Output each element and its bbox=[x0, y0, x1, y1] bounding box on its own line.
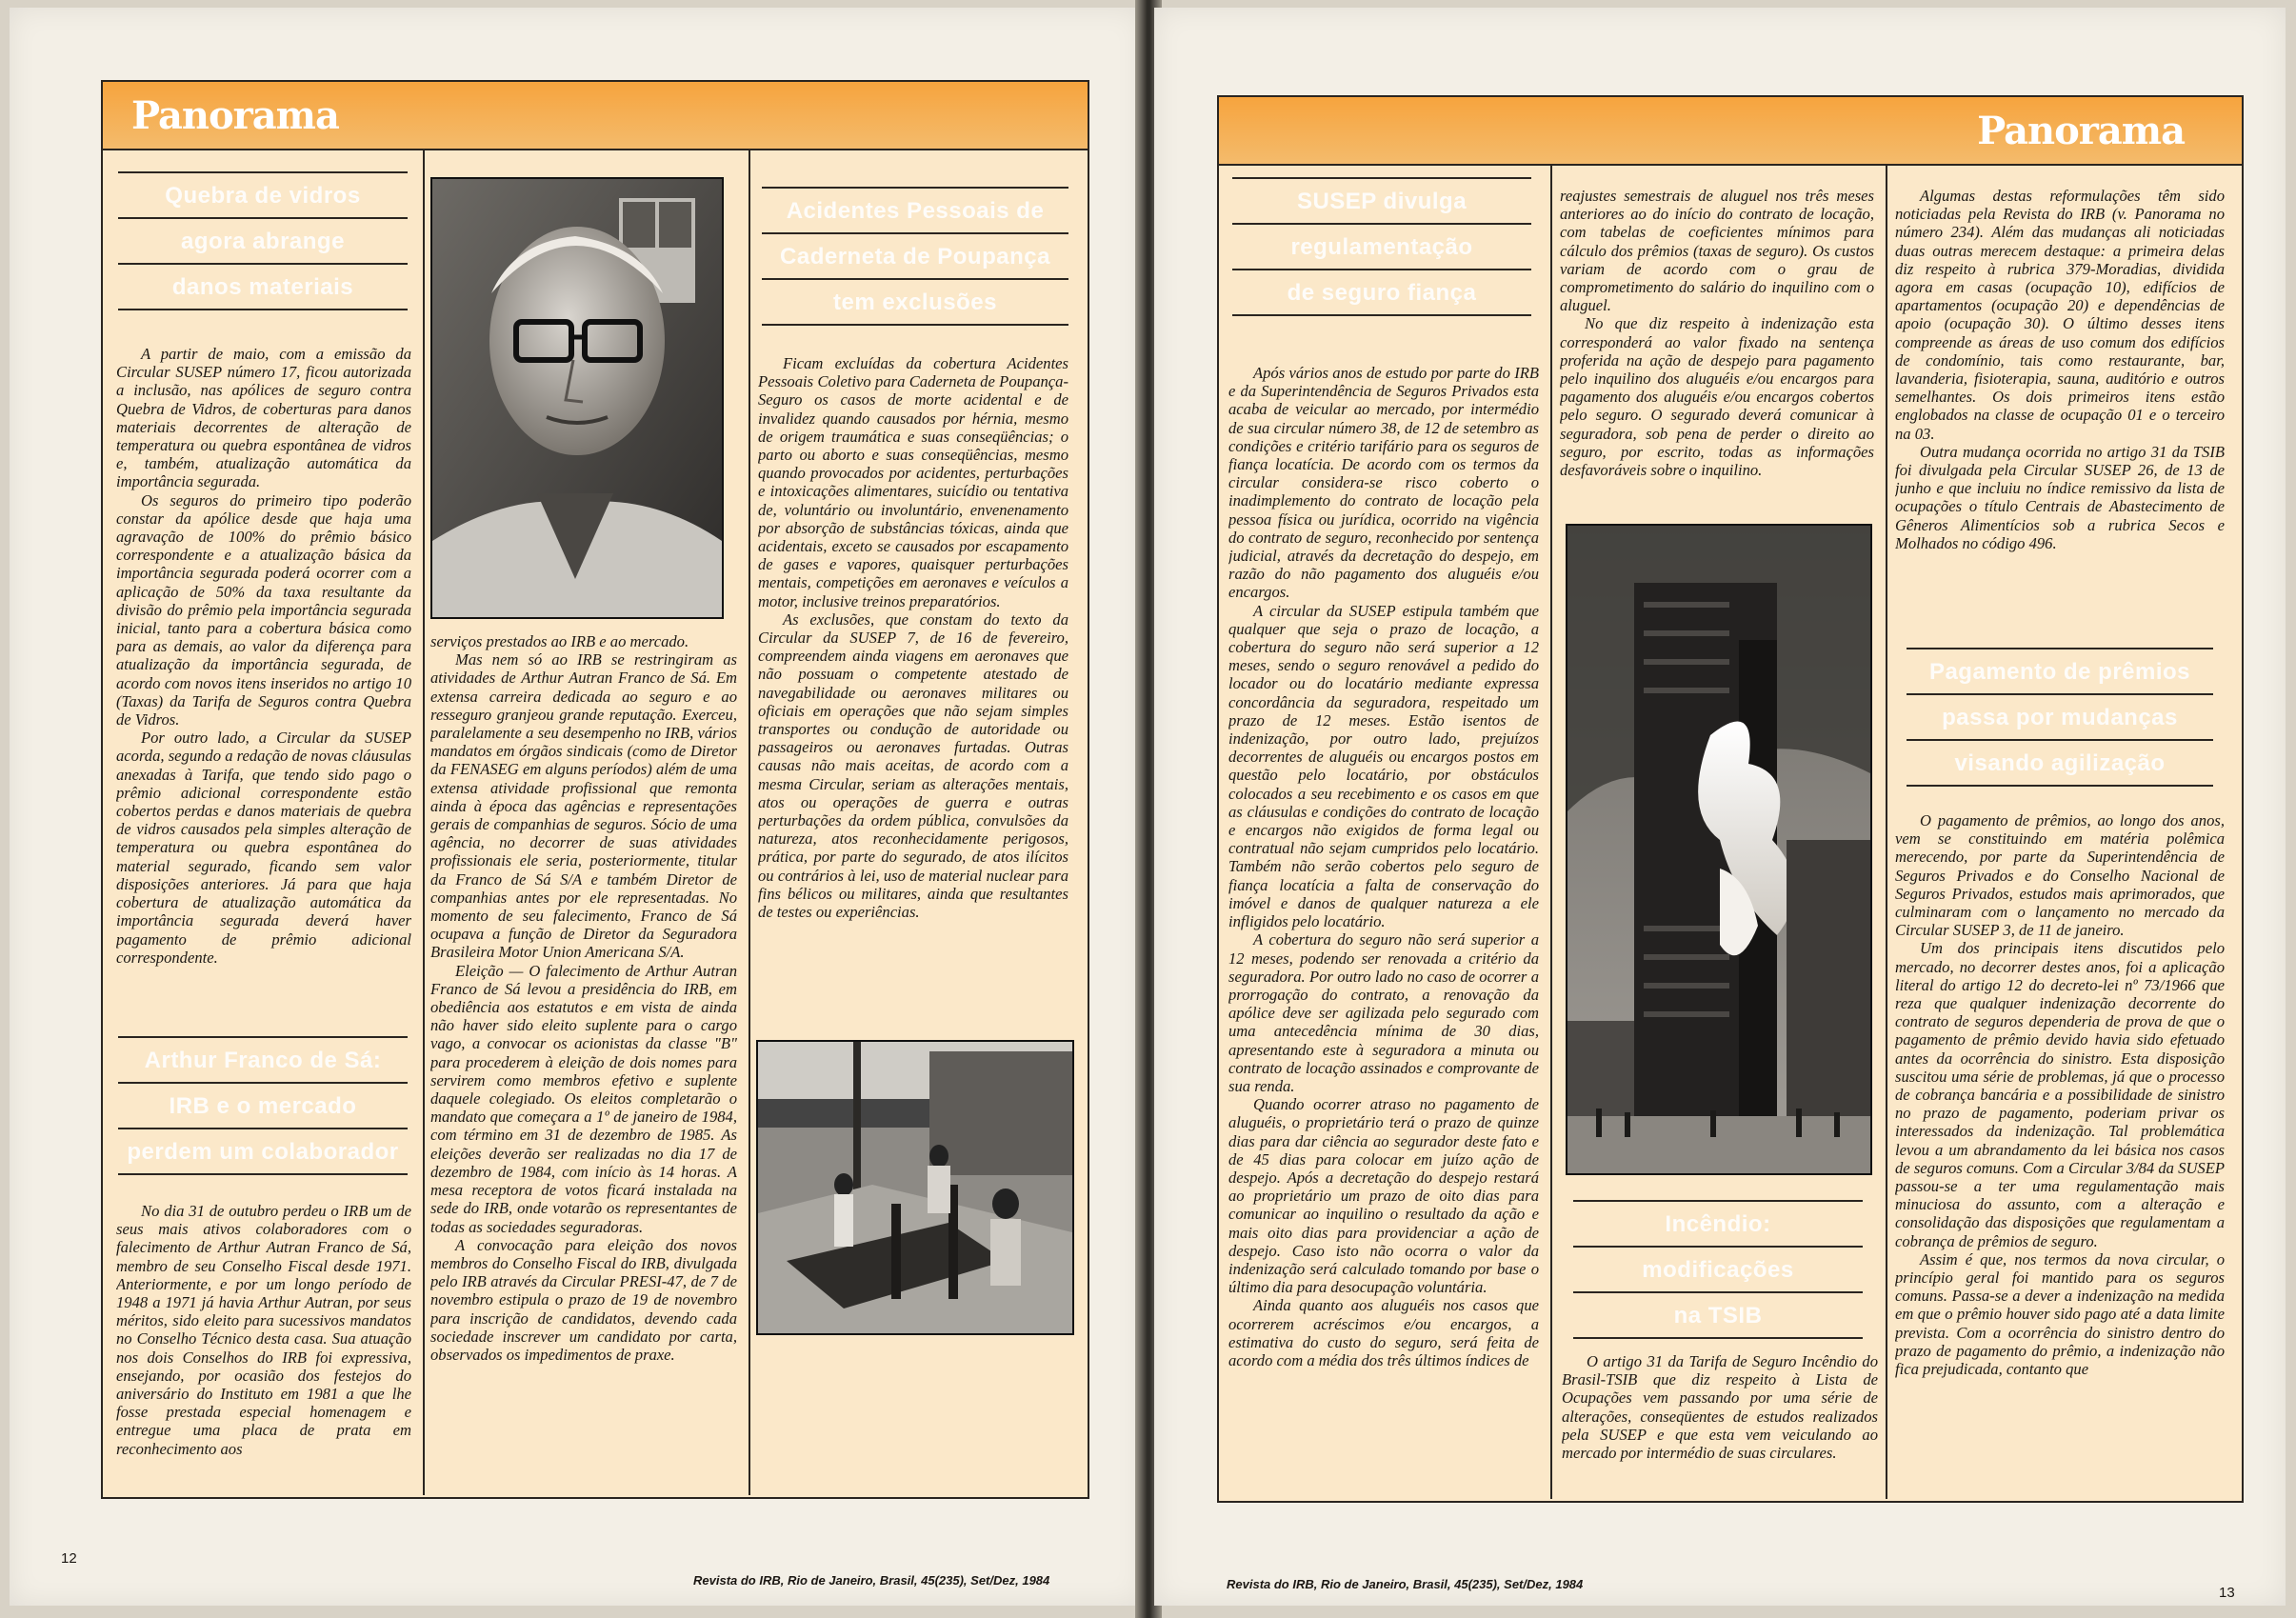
headline-line: Arthur Franco de Sá: bbox=[144, 1048, 382, 1073]
headline-line: visando agilização bbox=[1954, 750, 2166, 776]
paragraph: serviços prestados ao IRB e ao mercado. bbox=[430, 632, 689, 650]
paragraph: Ficam excluídas da cobertura Acidentes Pessoais Coletivo para Caderneta de Poupança-Seguro os casos de morte acidental e de invalidez quando causados por hérnia, mesmo de origem traumática e suas conseqüências; o parto ou aborto e suas conseqüências, mesmo quando provocados por acidentes, perturbações e intoxicações alimentares, suicídio ou tentativa de, voluntário ou involuntário, envenenamento por absorção de substâncias tóxicas, ainda que acidentais, exceto se causados por escapamento de gases e vapores, quaisquer perturbações mentais, competições em aeronaves e veículos a motor, inclusive treinos preparatórios. bbox=[758, 354, 1068, 610]
paragraph: A partir de maio, com a emissão da Circular SUSEP número 17, ficou autorizada a inclusão, nas apólices de seguro contra Quebra de Vidros, de coberturas para danos materiais decorrentes de alteração de temperatura ou quebra espontânea de vidros e, também, atualização automática da importância segurada. bbox=[116, 345, 411, 491]
headline-line: Quebra de vidros bbox=[165, 183, 361, 209]
paragraph: Um dos principais itens discutidos pelo mercado, no decorrer destes anos, foi a aplicação literal do artigo 12 do decreto-lei nº 73/1966 que reza que qualquer indenização decorrente do contrato de seguros dependeria de prova de que o pagamento de prêmio devido havia sido efetuado antes da ocorrência do sinistro. Esta disposição suscitou uma série de problemas, já que o processo de cobrança bancária e a possibilidade de sinistro no prazo de pagamento, poderiam privar os interessados da indenização. Tal problemática levou a um abrandamento da lei básica nos casos de seguros comuns. Com a Circular 3/84 da SUSEP passou-se a ter uma regulamentação mais minuciosa do assunto, com a alteração e consolidação das disposições que regulamentam a cobrança de prêmios de seguro. bbox=[1895, 939, 2225, 1250]
headline-incendio-tsib bbox=[1573, 1200, 1863, 1339]
paragraph: No dia 31 de outubro perdeu o IRB um de seus mais ativos colaboradores com o falecimento de Arthur Autran Franco de Sá, membro de seu Conselho Fiscal desde 1971. Anteriormente, e por um longo período de 1948 a 1971 já havia Arthur Autran, por seus méritos, sido eleito para sucessivos mandatos no Conselho Técnico desta casa. Sua atuação nos dois Conselhos do IRB foi expressiva, ensejando, por ocasião dos festejos do aniversário do Instituto em 1981 a que lhe fosse prestada especial homenagem e entregue uma placa de prata em reconhecimento aos bbox=[116, 1202, 411, 1458]
headline-line: tem exclusões bbox=[833, 290, 997, 315]
headline-quebra-vidros bbox=[118, 171, 408, 310]
paragraph: No que diz respeito à indenização esta corresponderá ao valor fixado na sentença proferida na ação de despejo para pagamento pelo inquilino dos aluguéis e/ou encargos para pagamento dos aluguéis e/ou encargos cobertos pelo seguro. O segurado deverá comunicar à seguradora, sob pena de perder o direito ao seguro, por escrito, todas as informações desfavoráveis sobre o inquilino. bbox=[1560, 314, 1874, 480]
headline-line: agora abrange bbox=[181, 229, 345, 254]
fire-image bbox=[1567, 526, 1870, 1173]
headline-line: IRB e o mercado bbox=[169, 1093, 357, 1119]
headline-line: SUSEP divulga bbox=[1296, 189, 1467, 214]
building-fire-photo bbox=[1566, 524, 1872, 1175]
article-susep-fianca-body bbox=[1228, 364, 1539, 1493]
paragraph: Os seguros do primeiro tipo poderão constar da apólice desde que haja uma agravação de 100% do prêmio básico correspondente e a atualização básica da importância segurada poderá ocorrer com a aplicação de 50% da taxa resultante da divisão do prêmio pela importância segurada inicial, tanto para a cobertura básica como para as demais, ao valor da diferença para atualização da importância segurada, de acordo com novos itens inseridos no artigo 10 (Taxas) da Tarifa de Seguros contra Quebra de Vidros. bbox=[116, 490, 411, 729]
left-page-number: 12 bbox=[61, 1550, 77, 1567]
street-construction-photo bbox=[756, 1040, 1074, 1335]
left-column-divider-1 bbox=[423, 150, 425, 1495]
paragraph: Algumas destas reformulações têm sido noticiadas pela Revista do IRB (v. Panorama no número 234). Além das mudanças ali noticiadas duas outras merecem destaque: a primeira delas diz respeito à rubrica 379-Moradias, dividida agora em casas (ocupação 10), edifícios de apartamentos (ocupação 20) e dependências de apoio (ocupação 30). O último desses itens compreende as áreas de uso comum dos edifícios de condomínio, tais como restaurante, bar, lavanderia, fisioterapia, sauna, auditório e outros semelhantes. Os dois primeiros itens estão englobados na classe de ocupação 01 e o terceiro na 03. bbox=[1895, 187, 2225, 443]
right-column-divider-1 bbox=[1550, 166, 1552, 1499]
headline-line: Pagamento de prêmios bbox=[1928, 659, 2191, 685]
headline-susep-fianca bbox=[1232, 177, 1531, 316]
headline-line: modificações bbox=[1642, 1257, 1794, 1283]
paragraph: Quando ocorrer atraso no pagamento de aluguéis, o proprietário terá o prazo de quinze dias para dar ciência ao segurador deste fato e de 45 dias para colocar em juízo ação de despejo. Após a decretação do despejo restará ao proprietário um prazo de oito dias para comunicar ao inquilino o resultado da ação e mais oito dias para providenciar a ação de despejo. Caso isto não ocorra o valor da indenização será calculado tomando por base o último dia para desocupação voluntária. bbox=[1228, 1095, 1539, 1297]
article-pagamento-premios-body bbox=[1895, 811, 2225, 1493]
headline-line: perdem um colaborador bbox=[127, 1139, 399, 1165]
paragraph: As exclusões, que constam do texto da Circular da SUSEP 7, de 16 de fevereiro, compreendem ainda viagens em aeronaves que não possuam o competente atestado de navegabilidade ou aeronaves militares ou oficiais em operações que não sejam simples transportes ou condução de autoridade ou passageiros ou aeronaves furtadas. Outras causas não mais aceitas, de acordo com a mesma Circular, seriam as alterações mentais, atos ou operações de guerra e outras perturbações da ordem pública, convulsões da natureza, atos reconhecidamente perigosos, prática, por parte do segurado, de atos ilícitos ou contrários à lei, uso de material nuclear para fins bélicos ou militares, ainda que resultantes de testes ou experiências. bbox=[758, 609, 1068, 922]
left-column-divider-2 bbox=[749, 150, 750, 1495]
portrait-photo-arthur-franco bbox=[430, 177, 724, 619]
paragraph: Eleição — O falecimento de Arthur Autran Franco de Sá levou a presidência do IRB, em obediência aos estatutos e em vista de ainda não haver sido eleito suplente para o cargo vago, a convocar os acionistas da classe "B" para procederem à eleição de dois nomes para servirem como membros efetivo e suplente daquele colegiado. Os eleitos completarão o mandato que começara a 1º de janeiro de 1984, com término em 31 de dezembro de 1985. As eleições deverão ser realizadas no dia 17 de dezembro de 1984, com início às 14 horas. A mesa receptora de votos ficará instalada na sede do IRB, onde votarão os representantes de todas as sociedades seguradoras. bbox=[430, 961, 737, 1236]
portrait-image bbox=[432, 179, 722, 617]
headline-line: Acidentes Pessoais de bbox=[786, 198, 1045, 224]
headline-line: Caderneta de Poupança bbox=[780, 244, 1050, 270]
article-susep-fianca-continued bbox=[1560, 187, 1874, 507]
paragraph: Outra mudança ocorrida no artigo 31 da TSIB foi divulgada pela Circular SUSEP 26, de 13 de junho e que incluiu no índice remissivo da lista de ocupações o título Centrais de Abastecimento de Gêneros Alimentícios sob a rubrica Secos e Molhados no código 496. bbox=[1895, 442, 2225, 552]
right-footer-credit: Revista do IRB, Rio de Janeiro, Brasil, 45(235), Set/Dez, 1984 bbox=[1227, 1577, 1584, 1591]
headline-line: passa por mudanças bbox=[1942, 705, 2178, 730]
article-tsib-continued bbox=[1895, 187, 2225, 638]
headline-line: na TSIB bbox=[1673, 1303, 1763, 1328]
left-section-banner bbox=[103, 82, 1088, 150]
left-footer-credit: Revista do IRB, Rio de Janeiro, Brasil, 45(235), Set/Dez, 1984 bbox=[693, 1573, 1050, 1588]
paragraph: A cobertura do seguro não será superior a 12 meses, podendo ser renovada a critério da seguradora. Por outro lado no caso de ocorrer a prorrogação do contrato, a renovação da apólice deve ser agilizada pelo segurado com uma antecedência mínima de 30 dias, apresentando este à seguradora a minuta ou contrato de locação assinados e comprovante de sua renda. bbox=[1228, 930, 1539, 1095]
street-image bbox=[758, 1042, 1072, 1333]
headline-line: de seguro fiança bbox=[1287, 280, 1477, 306]
right-page-number: 13 bbox=[2219, 1585, 2235, 1601]
right-column-divider-2 bbox=[1886, 166, 1887, 1499]
article-quebra-vidros-body bbox=[116, 345, 411, 990]
paragraph: Ainda quanto aos aluguéis nos casos que ocorrerem acréscimos e/ou encargos, a estimativa do custo do seguro, será feita de acordo com a média dos três últimos índices de bbox=[1228, 1296, 1539, 1369]
paragraph: O pagamento de prêmios, ao longo dos anos, vem se constituindo em matéria polêmica merecendo, por parte da Superintendência de Seguros Privados e do Conselho Nacional de Seguros Privados, estudos mais aprimorados, que culminaram com o lançamento no mercado da Circular SUSEP 3, de 11 de janeiro. bbox=[1895, 811, 2225, 940]
headline-line: Incêndio: bbox=[1665, 1211, 1771, 1237]
headline-arthur-franco bbox=[118, 1036, 408, 1175]
paragraph: Por outro lado, a Circular da SUSEP acorda, segundo a redação de novas cláusulas anexadas à Tarifa, que tendo sido pago o prêmio adicional correspondente estão cobertos perdas e danos materiais de quebra de vidros causados pela simples alteração de temperatura ou quebra espontânea do material segurado, ficando sem valor disposições anteriores. Já para que haja cobertura de atualização automática da importância segurada deverá haver pagamento de prêmio adicional correspondente. bbox=[116, 729, 411, 967]
paragraph: A circular da SUSEP estipula também que qualquer que seja o prazo de locação, a cobertura do seguro não será superior a 12 meses, sendo o seguro renovável a pedido do locador ou do locatário mediante expressa concordância da seguradora, respeitado um prazo de 12 meses. Estão isentos de indenização, por outro lado, prejuízos decorrentes de aluguéis ou encargos postos em questão pelo locatário, por obstáculos colocados a seu recebimento e os casos em que as cláusulas e condições do contrato de locação e encargos não exigidos de forma legal ou contratual não sejam cumpridos pelo locatário. Também não serão cobertos pelo seguro de fiança locatícia a falta de conservação do imóvel e danos de qualquer natureza a ele infligidos pelo locatário. bbox=[1228, 601, 1539, 931]
paragraph: Mas nem só ao IRB se restringiram as atividades de Arthur Autran Franco de Sá. Em extensa carreira dedicada ao seguro e ao resseguro granjeou grande reputação. Exerceu, paralelamente a seu desempenho no IRB, vários mandatos em órgãos sindicais (como de Diretor da FENASEG em alguns períodos) além de uma extensa atividade profissional que remonta ainda à época das agências e representações gerais de companhias de seguros. Sócio de uma agência, no decorrer de suas atividades profissionais ele seria, posteriormente, titular da Franco de Sá S/A e também Diretor de companhias antes por ele representadas. No momento de seu falecimento, Franco de Sá ocupava a função de Diretor da Seguradora Brasileira Motor Union Americana S/A. bbox=[430, 650, 737, 962]
paragraph: A convocação para eleição dos novos membros do Conselho Fiscal do IRB, divulgada pelo IRB através da Circular PRESI-47, de 7 de novembro estipula o prazo de 19 de novembro para inscrição de candidatos, devendo cada sociedade inscrever um candidato por carta, observados os impedimentos de praxe. bbox=[430, 1235, 737, 1364]
article-incendio-tsib-body bbox=[1562, 1352, 1878, 1493]
article-arthur-franco-body bbox=[116, 1202, 411, 1484]
paragraph: Assim é que, nos termos da nova circular, o princípio geral foi mantido para os seguros comuns. Passa-se a dever a indenização na medida em que o prêmio houver sido pago até a data limite prevista. Com a ocorrência do sinistro dentro do prazo de pagamento do prêmio, a indenização não fica prejudicada, contanto que bbox=[1895, 1249, 2225, 1379]
headline-acidentes-pessoais bbox=[762, 187, 1068, 326]
section-title: Panorama bbox=[131, 93, 339, 138]
article-arthur-franco-continued bbox=[430, 632, 737, 1478]
headline-line: regulamentação bbox=[1290, 234, 1473, 260]
headline-pagamento-premios bbox=[1907, 648, 2213, 787]
paragraph: O artigo 31 da Tarifa de Seguro Incêndio do Brasil-TSIB que diz respeito à Lista de Ocupações vem passando por uma série de alterações, conseqüentes de estudos realizados pela SUSEP e que esta vem veiculando ao mercado por intermédio de suas circulares. bbox=[1562, 1352, 1878, 1463]
article-acidentes-pessoais-body bbox=[758, 354, 1068, 1032]
right-section-banner bbox=[1219, 97, 2242, 166]
paragraph: Após vários anos de estudo por parte do IRB e da Superintendência de Seguros Privados esta acaba de veicular ao mercado, por intermédio de sua circular número 38, de 12 de setembro as condições e critério tarifário para os seguros de fiança locatícia. De acordo com os termos da circular considera-se risco coberto o inadimplemento do contrato de locação pela pessoa física ou jurídica, ocorrido na vigência do contrato de seguro, reconhecido por sentença judicial, através da decretação do despejo, em razão do não pagamento dos aluguéis e/ou encargos. bbox=[1228, 364, 1539, 602]
paragraph: reajustes semestrais de aluguel nos três meses anteriores ao do início do contrato de locação, com tabelas de coeficientes mínimos para cálculo dos prêmios (taxas de seguro). Os custos variam de acordo com o grau de comprometimento do salário do inquilino com o aluguel. bbox=[1560, 187, 1874, 315]
section-title: Panorama bbox=[1977, 109, 2185, 153]
headline-line: danos materiais bbox=[171, 274, 354, 300]
